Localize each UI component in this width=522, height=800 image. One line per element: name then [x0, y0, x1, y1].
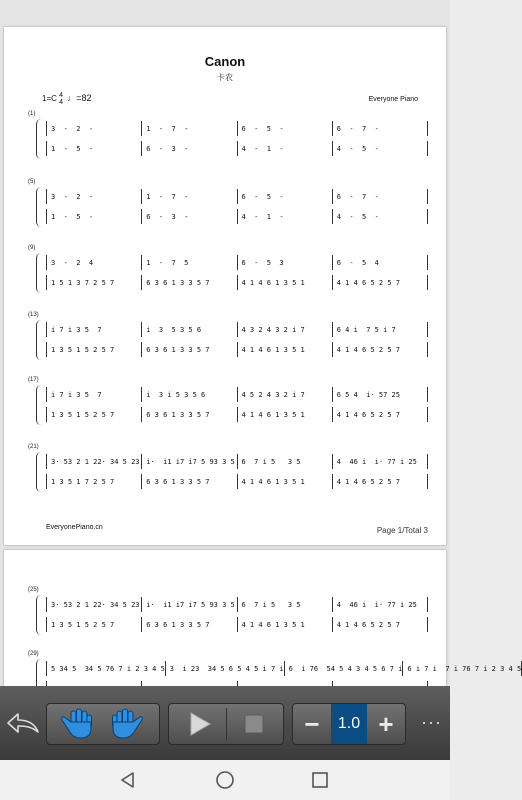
score-title: Canon — [204, 54, 246, 69]
measure: 6 3 6 1 3 3 5 7 — [142, 275, 237, 290]
stop-icon — [244, 714, 264, 734]
grand-staff-brace — [36, 253, 41, 293]
player-toolbar — [0, 686, 450, 760]
key-signature — [42, 92, 92, 106]
measure: 4 46 i i· 77 i 25 — [333, 597, 428, 612]
measure: 4 1 4 6 5 2 5 7 — [333, 342, 428, 357]
stop-button[interactable] — [229, 704, 279, 744]
nav-recents-button[interactable] — [308, 769, 332, 791]
score-system — [28, 312, 428, 360]
measure: 6 - 5 4 — [333, 255, 428, 270]
measure: 1 - 7 5 — [142, 255, 237, 270]
zoom-out-button[interactable]: − — [304, 708, 320, 739]
zoom-level: 1.0 — [331, 704, 367, 744]
system-body — [36, 595, 428, 635]
measure: 6 - 3 - — [142, 141, 237, 156]
measure: 6 - 3 - — [142, 209, 237, 224]
square-recents-icon — [311, 771, 329, 789]
lower-staff — [46, 617, 428, 632]
lower-staff — [46, 407, 428, 422]
measure-number: (21) — [28, 444, 39, 450]
measure: i 7 i 3 5 7 — [46, 322, 142, 337]
time-sig-bottom: 4 — [59, 99, 64, 106]
playback-group — [168, 703, 284, 745]
score-subtitle: 卡农 — [217, 73, 233, 82]
measure-number: (5) — [28, 179, 36, 185]
footer-page-number: Page 1/Total 3 — [376, 526, 428, 535]
measure: 6 3 6 1 3 3 5 7 — [142, 617, 237, 632]
measure: 6 3 6 1 3 3 5 7 — [142, 342, 237, 357]
measure: 3 - 2 4 — [46, 255, 142, 270]
score-page-1 — [4, 27, 446, 545]
measure: 3 - 2 - — [46, 189, 142, 204]
measure: 3· 53 2 1 22· 34 5 23 — [46, 597, 142, 612]
lower-staff — [46, 342, 428, 357]
system-body — [36, 385, 428, 425]
measure: 6 7 i 5 3 5 — [238, 597, 333, 612]
measure: 1 3 5 1 5 2 5 7 — [46, 407, 142, 422]
measure: i 7 i 3 5 7 — [46, 387, 142, 402]
measure: i 3 i 5 3 5 6 — [142, 387, 237, 402]
measure: i 3 5 3 5 6 — [142, 322, 237, 337]
system-body — [36, 119, 428, 159]
upper-staff — [46, 661, 522, 676]
measure: 4 - 5 - — [333, 209, 428, 224]
grand-staff-brace — [36, 187, 41, 227]
measure: 4 - 1 - — [238, 141, 333, 156]
zoom-group — [292, 703, 406, 745]
score-system — [28, 111, 428, 159]
measure: 4 1 4 6 1 3 5 1 — [238, 342, 333, 357]
measure: 4 - 5 - — [333, 141, 428, 156]
lower-staff — [46, 474, 428, 489]
triangle-back-icon — [119, 771, 137, 789]
score-system — [28, 245, 428, 293]
measure: 4 1 4 6 5 2 5 7 — [333, 407, 428, 422]
key-label: 1=C — [42, 94, 57, 104]
measure: 4 1 4 6 1 3 5 1 — [238, 617, 333, 632]
grand-staff-brace — [36, 320, 41, 360]
measure: 6 5 4 i· 57 25 — [333, 387, 428, 402]
measure: 1 - 5 - — [46, 141, 142, 156]
lower-staff — [46, 209, 428, 224]
score-system — [28, 587, 428, 635]
measure: 4 1 4 6 1 3 5 1 — [238, 407, 333, 422]
score-system — [28, 179, 428, 227]
measure: 6 - 5 3 — [238, 255, 333, 270]
measure-number: (1) — [28, 111, 36, 117]
measure: 6 - 7 - — [333, 121, 428, 136]
measure: 1 3 5 1 5 2 5 7 — [46, 617, 142, 632]
back-arrow-icon — [6, 711, 40, 735]
measure: 4 3 2 4 3 2 i 7 — [238, 322, 333, 337]
grand-staff-brace — [36, 385, 41, 425]
measure: 5 34 5 34 5 76 7 i 2 3 4 5 — [46, 661, 166, 676]
upper-staff — [46, 255, 428, 270]
measure: i· i1 i7 i7 5 93 3 5 — [142, 597, 237, 612]
measure: 6 4 i 7 5 i 7 — [333, 322, 428, 337]
back-button[interactable] — [4, 703, 42, 743]
upper-staff — [46, 597, 428, 612]
left-hand-button[interactable] — [53, 704, 99, 744]
score-system — [28, 377, 428, 425]
publisher-label: Everyone Piano — [368, 96, 418, 103]
upper-staff — [46, 454, 428, 469]
measure: 1 - 7 - — [142, 189, 237, 204]
circle-home-icon — [215, 770, 235, 790]
measure-number: (17) — [28, 377, 39, 383]
measure: 4 46 i i· 77 i 25 — [333, 454, 428, 469]
system-body — [36, 320, 428, 360]
play-icon — [188, 711, 212, 737]
measure: 6 3 6 1 3 3 5 7 — [142, 474, 237, 489]
score-system — [28, 444, 428, 492]
measure: 4 1 4 6 5 2 5 7 — [333, 617, 428, 632]
measure: 4 1 4 6 5 2 5 7 — [333, 275, 428, 290]
measure: 4 5 2 4 3 2 i 7 — [238, 387, 333, 402]
measure: 3 - 2 - — [46, 121, 142, 136]
measure: 6 - 5 - — [238, 189, 333, 204]
measure: 3· 53 2 1 22· 34 5 23 — [46, 454, 142, 469]
measure-number: (13) — [28, 312, 39, 318]
zoom-in-button[interactable]: + — [378, 708, 394, 739]
measure: 1 - 7 - — [142, 121, 237, 136]
nav-home-button[interactable] — [213, 769, 237, 791]
hand-selector-group — [46, 703, 160, 745]
measure: 6 i 7 i 7 i 76 7 i 2 3 4 5 — [403, 661, 522, 676]
lower-staff — [46, 275, 428, 290]
measure: 4 1 4 6 5 2 5 7 — [333, 474, 428, 489]
footer-website: EveryonePiano.cn — [46, 524, 103, 531]
grand-staff-brace — [36, 119, 41, 159]
measure-number: (29) — [28, 651, 39, 657]
upper-staff — [46, 322, 428, 337]
measure: 6 - 7 - — [333, 189, 428, 204]
measure: 6 7 i 5 3 5 — [238, 454, 333, 469]
measure: 1 - 5 - — [46, 209, 142, 224]
measure: 1 3 5 1 7 2 5 7 — [46, 474, 142, 489]
right-hand-icon — [111, 708, 145, 740]
more-options-button[interactable]: ··· — [421, 712, 442, 732]
measure: i· i1 i7 i7 5 93 3 5 — [142, 454, 237, 469]
nav-back-button[interactable] — [116, 769, 140, 791]
system-body — [36, 187, 428, 227]
time-sig-top: 4 — [59, 92, 64, 99]
left-hand-icon — [59, 708, 93, 740]
measure: 4 1 4 6 1 3 5 1 — [238, 474, 333, 489]
right-hand-button[interactable] — [105, 704, 151, 744]
divider — [226, 708, 227, 740]
system-navigation-bar — [0, 760, 450, 800]
measure: 6 3 6 1 3 3 5 7 — [142, 407, 237, 422]
measure: 3 i 23 34 5 6 5 4 5 i 7 i — [166, 661, 285, 676]
measure: 6 - 5 - — [238, 121, 333, 136]
measure: 4 1 4 6 1 3 5 1 — [238, 275, 333, 290]
measure-number: (25) — [28, 587, 39, 593]
measure: 1 3 5 1 5 2 5 7 — [46, 342, 142, 357]
measure-number: (9) — [28, 245, 36, 251]
upper-staff — [46, 121, 428, 136]
measure: 1 5 1 3 7 2 5 7 — [46, 275, 142, 290]
lower-staff — [46, 141, 428, 156]
upper-staff — [46, 387, 428, 402]
system-body — [36, 452, 428, 492]
measure: 4 - 1 - — [238, 209, 333, 224]
measure: 6 i 76 54 5 4 3 4 5 6 7 i — [285, 661, 404, 676]
tempo-marking: ♩=82 — [67, 93, 92, 104]
play-button[interactable] — [175, 704, 225, 744]
upper-staff — [46, 189, 428, 204]
grand-staff-brace — [36, 595, 41, 635]
grand-staff-brace — [36, 452, 41, 492]
system-body — [36, 253, 428, 293]
